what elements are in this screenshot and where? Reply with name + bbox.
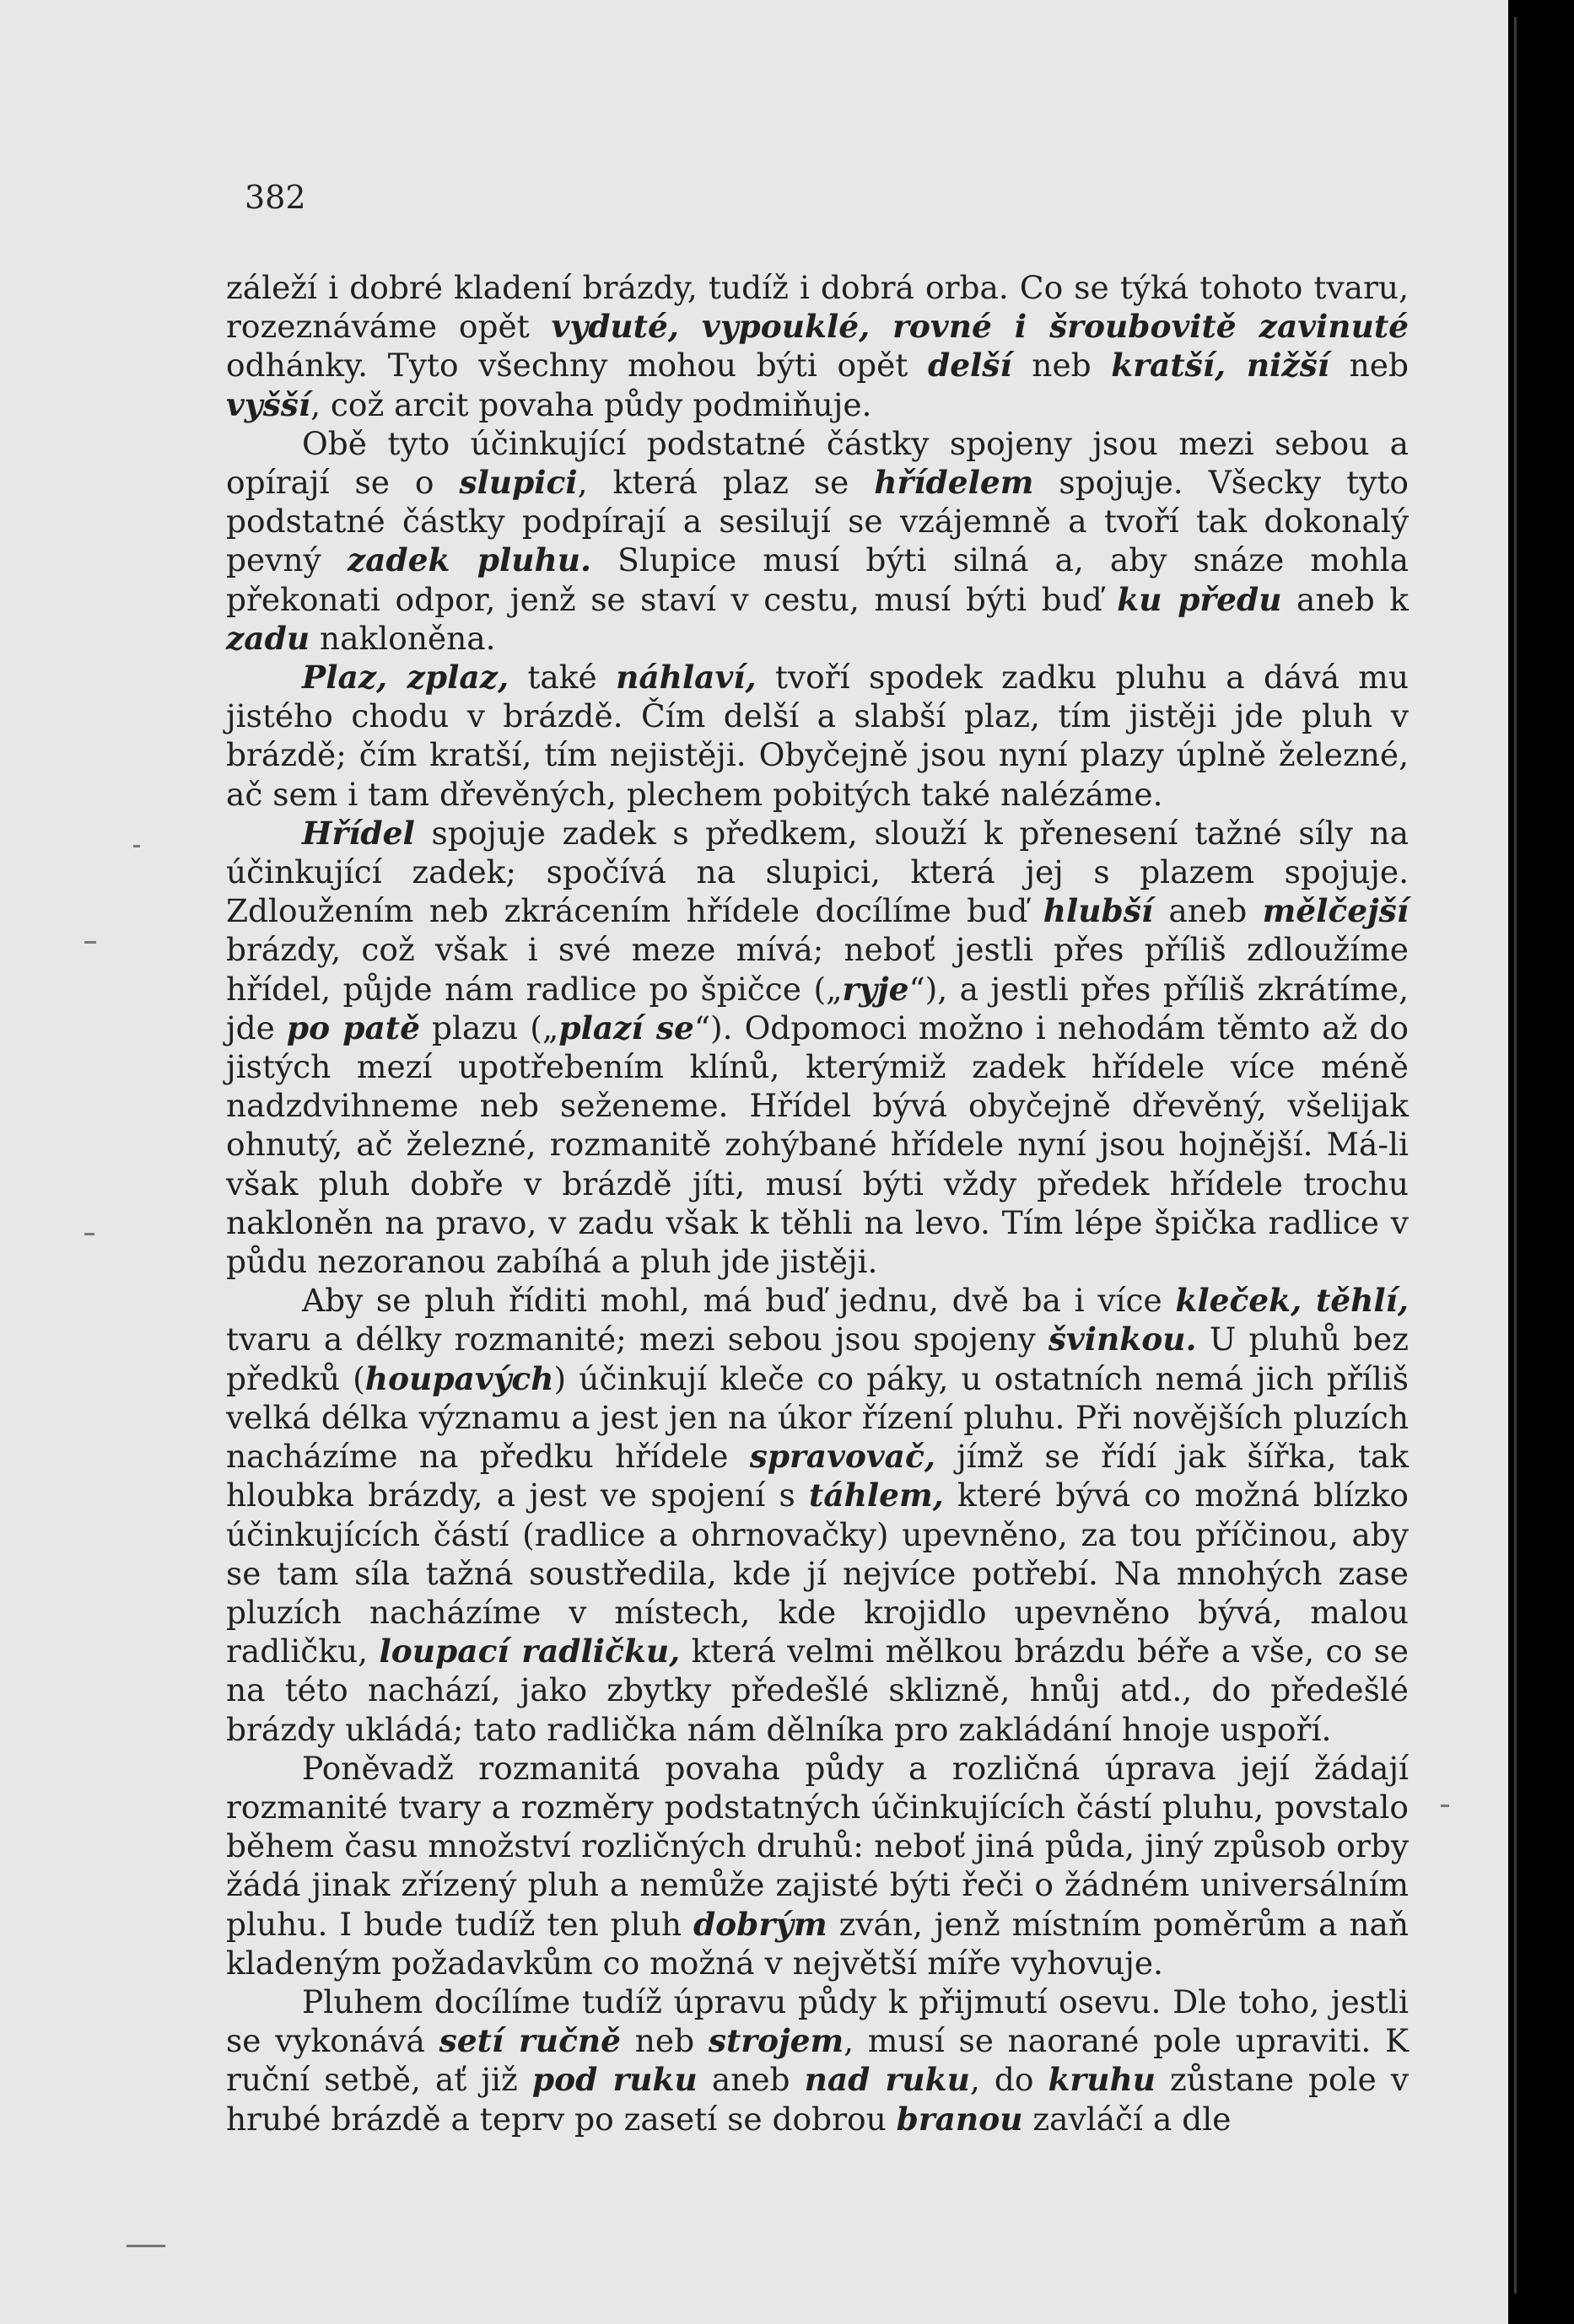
emphasized-term: Hřídel	[302, 814, 415, 852]
emphasized-term: švinkou.	[1048, 1321, 1197, 1358]
paragraph-4	[226, 814, 1409, 1281]
text-run: aneb k	[1281, 580, 1409, 618]
text-run: aneb	[1153, 892, 1263, 930]
emphasized-term: náhlaví,	[616, 659, 757, 697]
text-run: Aby se pluh říditi mohl, má buď jednu, dvě ba i více	[302, 1282, 1176, 1320]
paragraph-2	[226, 424, 1409, 658]
emphasized-term: Plaz, zplaz,	[302, 659, 509, 697]
text-run: neb	[1011, 347, 1112, 385]
text-run: záleží i dobré kladení brázdy, tudíž i dobrá orba. Co se týká tohoto tvaru, rozeznáváme opět	[226, 269, 1409, 346]
scan-border	[1508, 0, 1574, 2324]
emphasized-term: zadu	[226, 619, 310, 657]
paragraph-1	[226, 268, 1409, 424]
emphasized-term: hlubší	[1043, 892, 1154, 930]
text-run: U pluhů bez předků (	[226, 1321, 1410, 1397]
emphasized-term: slupici	[459, 464, 578, 502]
scan-speck	[84, 1233, 94, 1235]
text-run: neb	[1329, 347, 1409, 385]
text-run: zván, jenž místním poměrům a naň kladeným požadavkům co možná v největší míře vyhovuje.	[226, 1905, 1409, 1982]
text-run: brázdy, což však i své meze mívá; neboť jestli přes příliš zdloužíme hřídel, půjde nám radlice po špičce („	[226, 931, 1409, 1008]
scan-speck	[1441, 1805, 1449, 1807]
text-run: , musí se naorané pole upraviti. K ruční setbě, ať již	[226, 2022, 1409, 2099]
emphasized-term: ku předu	[1117, 580, 1282, 618]
scan-speck	[133, 845, 140, 847]
text-run: spojuje. Všecky tyto podstatné částky podpírají a sesilují se vzájemně a tvoří tak dokonalý pevný	[226, 464, 1410, 579]
text-run: zavláčí a dle	[1022, 2100, 1232, 2138]
emphasized-term: hřídelem	[874, 464, 1034, 502]
text-run: “), a jestli přes příliš zkrátíme, jde	[226, 970, 1409, 1046]
paragraph-7	[226, 1982, 1409, 2138]
emphasized-term: vyšší	[226, 385, 311, 423]
emphasized-term: setí ručně	[439, 2022, 622, 2060]
text-run: Pluhem docílíme tudíž úpravu půdy k přijmutí osevu. Dle toho, jestli se vykonává	[226, 1982, 1409, 2060]
text-run: tvaru a délky rozmanité; mezi sebou jsou spojeny	[226, 1321, 1048, 1358]
page-edge-line	[1514, 17, 1517, 2294]
text-run: tvoří spodek zadku pluhu a dává mu jistého chodu v brázdě. Čím delší a slabší plaz, tím jistěji jde pluh v brázdě; čím kratší, tím nejistěji. Obyčejně jsou nyní plazy úplně železné, ač sem i tam dřevěných, plechem pobitých také nalézáme.	[226, 659, 1409, 813]
scan-speck	[84, 941, 96, 944]
text-run: zůstane pole v hrubé brázdě a teprv po zasetí se dobrou	[226, 2061, 1410, 2138]
text-run: které bývá co možná blízko účinkujících částí (radlice a ohrnovačky) upevněno, za tou příčinou, aby se tam síla tažná soustředila, kde jí nejvíce potřebí. Na mnohých zase pluzích nacházíme v místech, kde krojidlo upevněno bývá, malou radličku,	[226, 1477, 1409, 1670]
emphasized-term: vyduté, vypouklé, rovné i šroubovitě zavinuté	[551, 308, 1410, 346]
text-run: spojuje zadek s předkem, slouží k přenesení tažné síly na účinkující zadek; spočívá na slupici, která jej s plazem spojuje. Zdloužením neb zkrácením hřídele docílíme buď	[226, 814, 1409, 930]
text-run: plazu („	[419, 1009, 559, 1046]
text-run: “). Odpomoci možno i nehodám těmto až do jistých mezí upotřebením klínů, kterýmiž zadek hřídele více méně nadzdvihneme neb seženeme. Hřídel bývá obyčejně dřevěný, všelijak ohnutý, ač železné, rozmanitě zohýbané hřídele nyní jsou hojnější. Má-li však pluh dobře v brázdě jíti, musí býti vždy předek hřídele trochu nakloněn na pravo, v zadu však k těhli na levo. Tím lépe špička radlice v půdu nezoranou zabíhá a pluh jde jistěji.	[226, 1009, 1409, 1281]
emphasized-term: nad ruku	[804, 2061, 970, 2099]
emphasized-term: branou	[896, 2100, 1023, 2138]
emphasized-term: zadek pluhu.	[347, 541, 592, 579]
text-run: , do	[969, 2061, 1048, 2099]
text-run: neb	[621, 2022, 709, 2060]
paragraph-5	[226, 1281, 1409, 1748]
page-number: 382	[245, 179, 306, 216]
emphasized-term: pod ruku	[531, 2061, 698, 2099]
emphasized-term: po patě	[286, 1009, 420, 1046]
text-run: ) účinkují kleče co páky, u ostatních nemá jich příliš velká délka významu a jest jen na úkor řízení pluhu. Při novějších pluzích nacházíme na předku hřídele	[226, 1359, 1410, 1476]
emphasized-term: spravovač,	[749, 1438, 935, 1476]
text-run: která velmi mělkou brázdu béře a vše, co se na této nachází, jako zbytky předešlé sklizně, hnůj atd., do předešlé brázdy ukládá; tato radlička nám dělníka pro zakládání hnoje uspoří.	[226, 1633, 1410, 1748]
emphasized-term: kruhu	[1048, 2061, 1156, 2099]
text-run: , což arcit povaha půdy podmiňuje.	[310, 385, 872, 423]
paragraph-6	[226, 1749, 1409, 1982]
text-run: Poněvadž rozmanitá povaha půdy a rozličná úprava její žádají rozmanité tvary a rozměry podstatných účinkujících částí pluhu, povstalo během času množství rozličných druhů: neboť jiná půda, jiný způsob orby žádá jinak zřízený pluh a nemůže zajisté býti řeči o žádném universálním pluhu. I bude tudíž ten pluh	[226, 1749, 1409, 1943]
emphasized-term: táhlem,	[809, 1477, 944, 1514]
emphasized-term: kratší, nižší	[1111, 347, 1329, 385]
text-run: odhánky. Tyto všechny mohou býti opět	[226, 347, 928, 385]
emphasized-term: dobrým	[693, 1905, 827, 1943]
text-run: Obě tyto účinkující podstatné částky spojeny jsou mezi sebou a opírají se o	[226, 424, 1409, 502]
text-run: nakloněna.	[310, 619, 496, 657]
scan-speck	[127, 2245, 165, 2247]
emphasized-term: strojem	[708, 2022, 844, 2060]
emphasized-term: mělčejší	[1262, 892, 1410, 930]
emphasized-term: kleček, těhlí,	[1175, 1282, 1409, 1320]
emphasized-term: loupací radličku,	[379, 1633, 681, 1670]
emphasized-term: houpavých	[364, 1359, 554, 1397]
emphasized-term: delší	[927, 347, 1012, 385]
text-run: Slupice musí býti silná a, aby snáze mohla překonati odpor, jenž se staví v cestu, musí býti buď	[226, 541, 1410, 618]
text-run: jímž se řídí jak šířka, tak hloubka brázdy, a jest ve spojení s	[226, 1438, 1409, 1514]
body-text	[226, 268, 1409, 2138]
text-run: aneb	[697, 2061, 805, 2099]
emphasized-term: plazí se	[558, 1009, 694, 1046]
emphasized-term: ryje	[842, 970, 909, 1008]
paragraph-3	[226, 658, 1409, 814]
text-run: , která plaz se	[577, 464, 875, 502]
text-run: také	[509, 659, 617, 697]
